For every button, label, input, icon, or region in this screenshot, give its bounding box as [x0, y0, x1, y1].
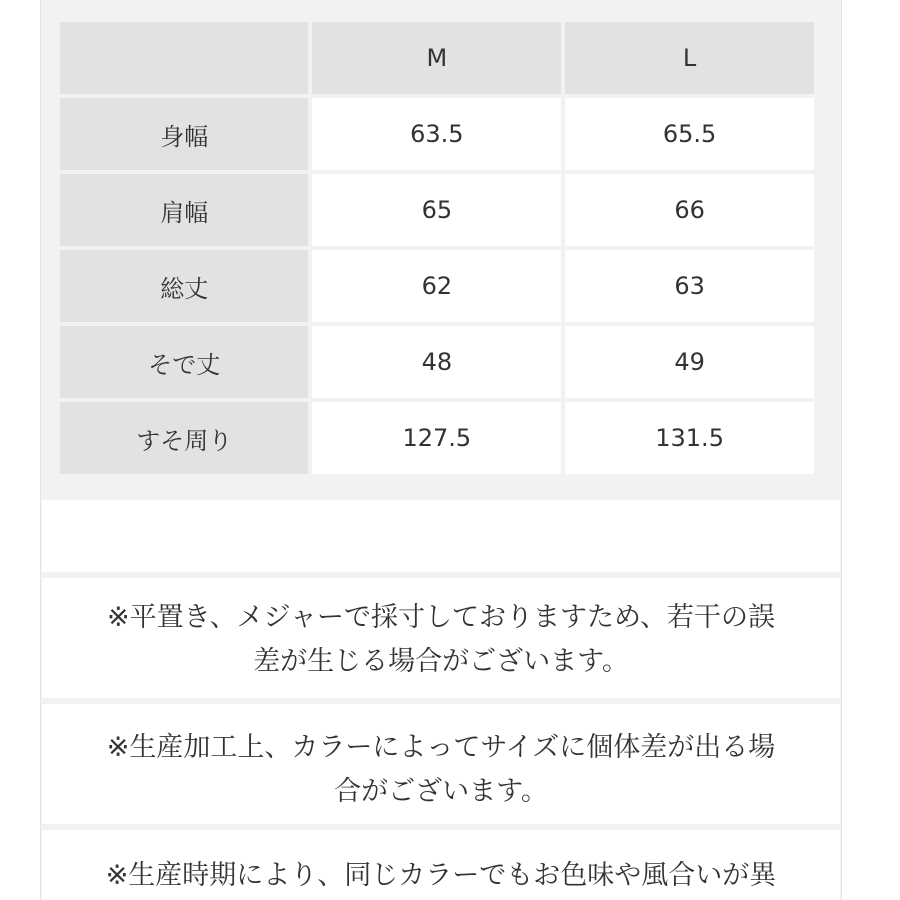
column-header-m: M: [312, 22, 561, 94]
cell-m: 48: [312, 326, 561, 398]
note-line: 差が生じる場合がございます。: [253, 646, 629, 677]
blank-spacer-block: [42, 500, 840, 572]
cell-l: 131.5: [565, 402, 814, 474]
note-production-variance: [42, 704, 840, 824]
table-header-row: [60, 22, 814, 94]
table-row: [60, 250, 814, 322]
cell-m: 62: [312, 250, 561, 322]
note-color-variance: [42, 830, 840, 900]
table-row: [60, 402, 814, 474]
cell-l: 49: [565, 326, 814, 398]
row-label: そで丈: [60, 326, 308, 398]
table-row: [60, 326, 814, 398]
cell-m: 63.5: [312, 98, 561, 170]
cell-l: 65.5: [565, 98, 814, 170]
cell-l: 66: [565, 174, 814, 246]
cell-l: 63: [565, 250, 814, 322]
table-row: [60, 98, 814, 170]
row-label: 総丈: [60, 250, 308, 322]
note-line: ※生産時期により、同じカラーでもお色味や風合いが異: [105, 860, 777, 891]
table-corner-cell: [60, 22, 308, 94]
note-measurement: [42, 578, 840, 698]
size-table: [56, 18, 818, 478]
table-row: [60, 174, 814, 246]
cell-m: 65: [312, 174, 561, 246]
note-line: 合がございます。: [334, 776, 548, 807]
note-line: ※平置き、メジャーで採寸しておりますため、若干の誤: [107, 602, 775, 633]
row-label: すそ周り: [60, 402, 308, 474]
note-line: ※生産加工上、カラーによってサイズに個体差が出る場: [106, 732, 776, 763]
row-label: 肩幅: [60, 174, 308, 246]
row-label: 身幅: [60, 98, 308, 170]
column-header-l: L: [565, 22, 814, 94]
cell-m: 127.5: [312, 402, 561, 474]
